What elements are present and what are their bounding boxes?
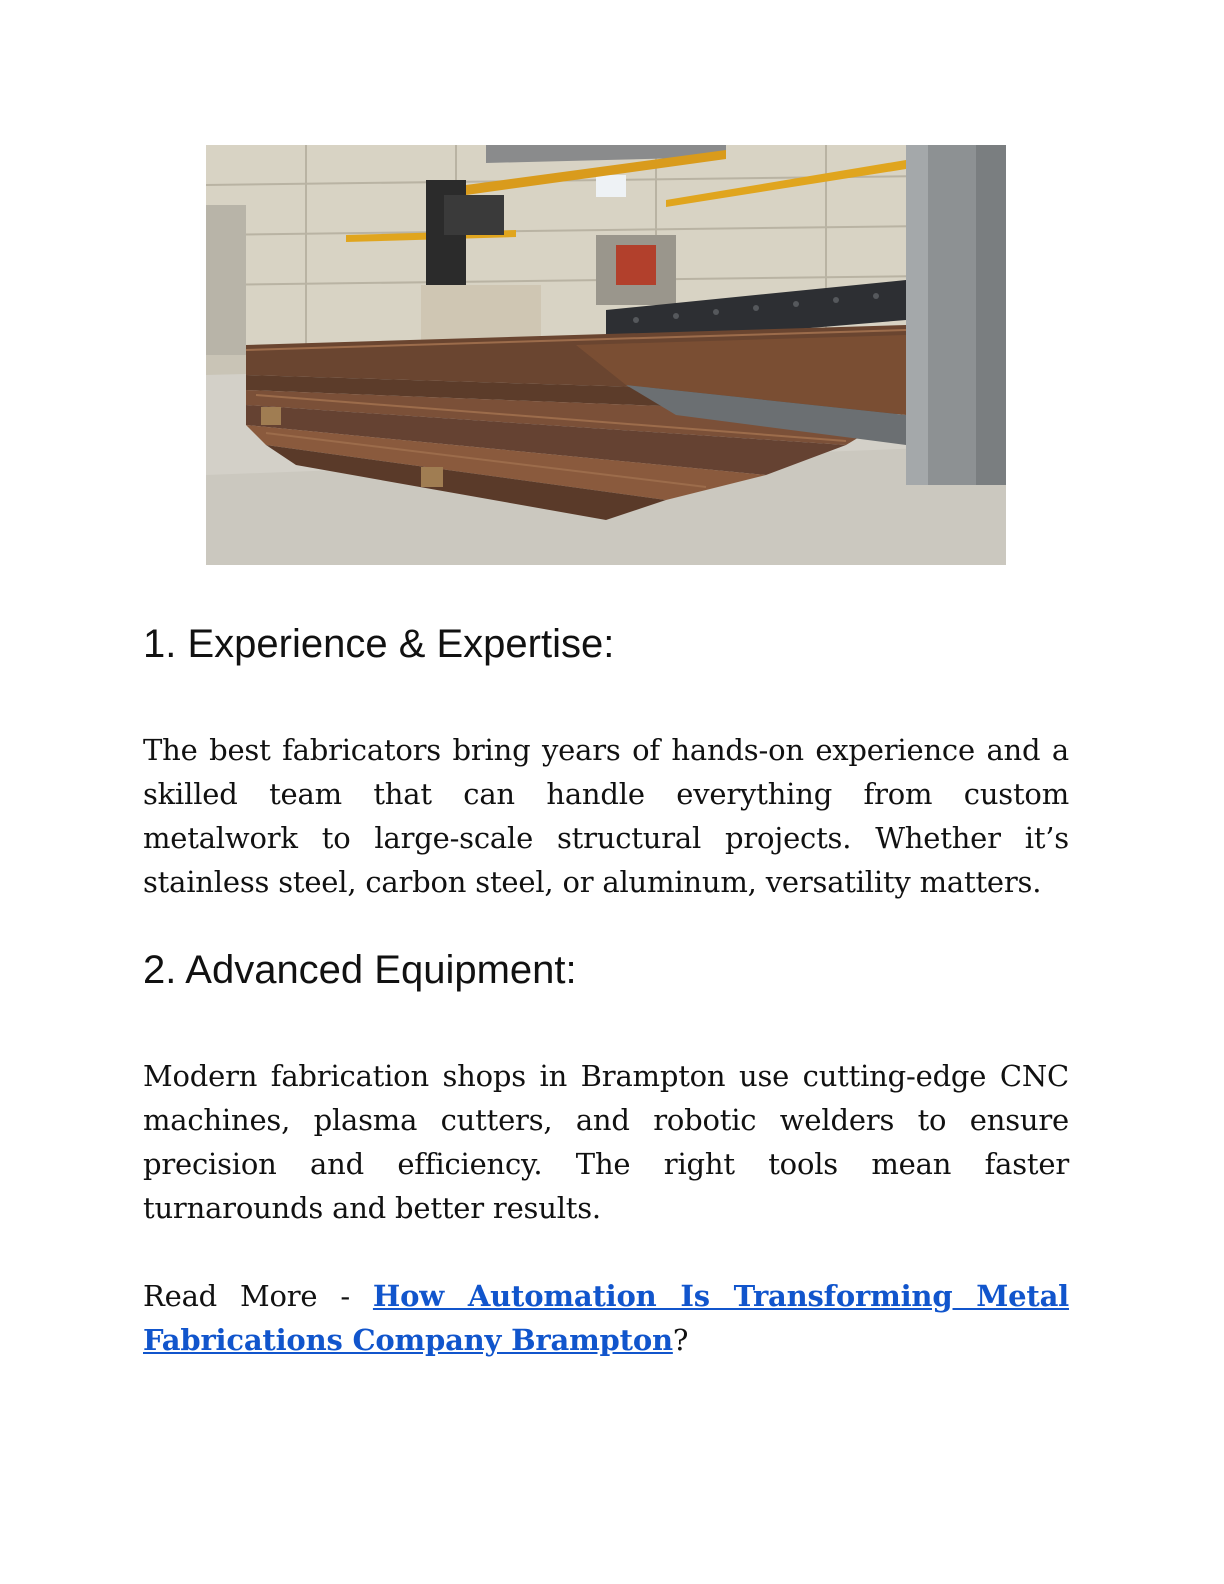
- steel-beams-photo: [206, 145, 1006, 565]
- read-more-suffix: ?: [672, 1323, 689, 1357]
- paragraph-experience: The best fabricators bring years of hands-on experience and a skilled team that can handle everything from custom metalwork to large-scale structural projects. Whether it’s stainless steel, carbon steel, or aluminum, versatility matters.: [143, 733, 1069, 899]
- paragraph-equipment: Modern fabrication shops in Brampton use cutting-edge CNC machines, plasma cutters, and robotic welders to ensure precision and efficiency. The right tools mean faster turnarounds and better results.: [143, 1059, 1069, 1225]
- read-more-line: [143, 1274, 1069, 1362]
- heading-advanced-equipment: 2. Advanced Equipment:: [143, 948, 577, 992]
- factory-photo-icon: [206, 145, 1006, 565]
- read-more-link[interactable]: How Automation Is Transforming Metal Fabrications Company Brampton: [143, 1279, 1069, 1357]
- read-more-prefix: Read More -: [143, 1279, 373, 1313]
- heading-experience-expertise: 1. Experience & Expertise:: [143, 622, 615, 666]
